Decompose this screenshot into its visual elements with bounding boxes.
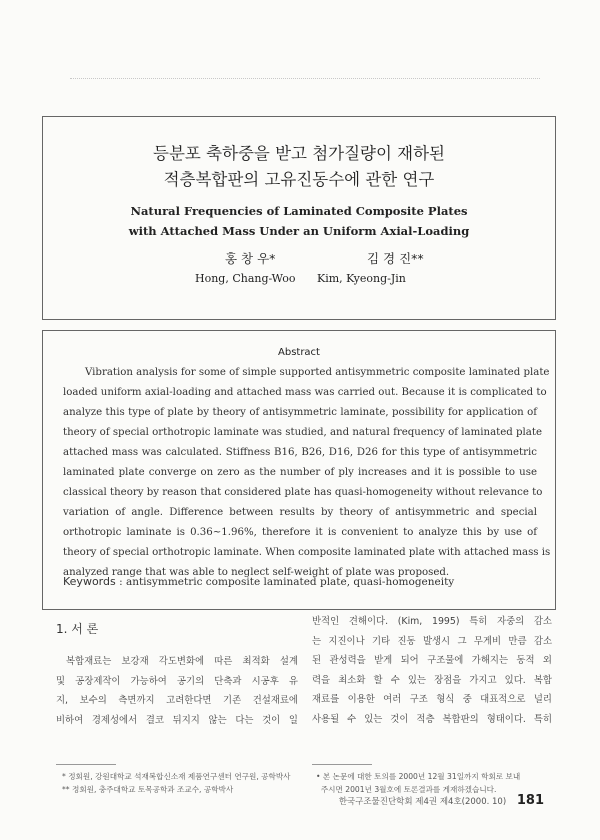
abstract-line: analyze this type of plate by theory of antisymmetric laminate, possibility for application of: [63, 407, 537, 418]
footnote-rule-left: [56, 764, 116, 765]
author-1-korean: 홍 창 우*: [225, 251, 276, 266]
footnote-discussion-1: • 본 논문에 대한 토의를 2000년 12월 31일까지 학회로 보내: [316, 772, 521, 781]
abstract-line: Vibration analysis for some of simple supported antisymmetric composite laminated plate: [85, 367, 550, 378]
abstract-line: loaded uniform axial-loading and attached mass was carried out. Because it is complicated to: [63, 387, 547, 398]
body-line: 반적인 견해이다. (Kim, 1995) 특히 자중의 감소: [312, 616, 552, 627]
abstract-heading: Abstract: [278, 347, 320, 358]
author-2-english: Kim, Kyeong-Jin: [317, 272, 406, 285]
footnotes-left: [62, 770, 291, 796]
korean-title-line-2: 적층복합판의 고유진동수에 관한 연구: [163, 170, 435, 189]
body-line: 재료를 이용한 여러 구조 형식 중 대표적으로 널리: [312, 694, 552, 705]
footnote-author-2: ** 정회원, 충주대학교 토목공학과 조교수, 공학박사: [62, 785, 234, 794]
korean-title: [43, 141, 555, 193]
body-line: 력을 최소화 할 수 있는 장점을 가지고 있다. 복합: [312, 674, 552, 686]
page-footer: [339, 793, 544, 808]
body-line: 및 공장제작이 가능하여 공기의 단축과 시공후 유: [56, 675, 298, 687]
keywords-label: Keywords: [63, 575, 116, 588]
author-1-english: Hong, Chang-Woo: [195, 272, 296, 285]
english-title-line-2: with Attached Mass Under an Uniform Axial-Loading: [128, 224, 470, 238]
abstract-line: orthotropic laminate is 0.36~1.96%, therefore it is convenient to analyze this by use of: [63, 527, 537, 538]
body-line: 지, 보수의 측면까지 고려한다면 기존 건설재료에: [56, 695, 298, 706]
author-2-korean: 김 경 진**: [367, 251, 424, 266]
abstract-line: laminated plate converge on zero as the number of ply increases and it is possible to use: [63, 467, 537, 478]
body-line: 사용될 수 있는 것이 적층 복합판의 형태이다. 특히: [312, 713, 552, 725]
footnote-rule-right: [312, 764, 372, 765]
abstract-line: theory of special orthotropic laminate was studied, and natural frequency of laminated plate: [63, 427, 542, 438]
english-title-line-1: Natural Frequencies of Laminated Composite Plates: [130, 204, 468, 218]
body-line: 된 관성력을 받게 되어 구조물에 가해지는 동적 외: [312, 655, 552, 666]
abstract-line: analyzed range that was able to neglect self-weight of plate was proposed.: [63, 567, 450, 578]
header-dotted-line: [70, 78, 540, 81]
footnote-discussion-2: 주시면 2001년 3월호에 토론결과를 게재하겠습니다.: [316, 785, 497, 794]
title-box: [42, 116, 556, 320]
page-number: 181: [516, 793, 544, 808]
abstract-line: theory of special orthotropic laminate. When composite laminated plate with attached mass is: [63, 547, 551, 558]
abstract-line: classical theory by reason that considered plate has quasi-homogeneity without relevance to: [63, 487, 543, 498]
body-line: 복합재료는 보강재 각도변화에 따른 최적화 설계: [66, 656, 298, 667]
body-line: 는 지진이나 기타 진동 발생시 그 무게비 만큼 감소: [312, 635, 552, 647]
body-line: 비하여 경제성에서 결코 뒤지지 않는 다는 것이 일: [56, 714, 298, 726]
abstract-box: [42, 330, 556, 610]
journal-citation: 한국구조물진단학회 제4권 제4호(2000. 10): [338, 797, 507, 807]
abstract-line: variation of angle. Difference between results by theory of antisymmetric and special: [63, 507, 537, 518]
keywords-text: : antisymmetric composite laminated plate, quasi-homogeneity: [119, 576, 455, 588]
english-title: [43, 201, 555, 241]
body-left-column: [56, 652, 298, 730]
keywords: [63, 575, 454, 588]
abstract-line: attached mass was calculated. Stiffness B16, B26, D16, D26 for this type of antisymmetric: [63, 447, 537, 458]
footnote-author-1: * 정회원, 강원대학교 석재복합신소재 제품연구센터 연구원, 공학박사: [62, 772, 291, 781]
section-title: 1. 서 론: [56, 622, 99, 636]
body-right-column: [312, 612, 552, 729]
korean-title-line-1: 등분포 축하중을 받고 첨가질량이 재하된: [153, 144, 445, 163]
abstract-text: [63, 363, 551, 583]
